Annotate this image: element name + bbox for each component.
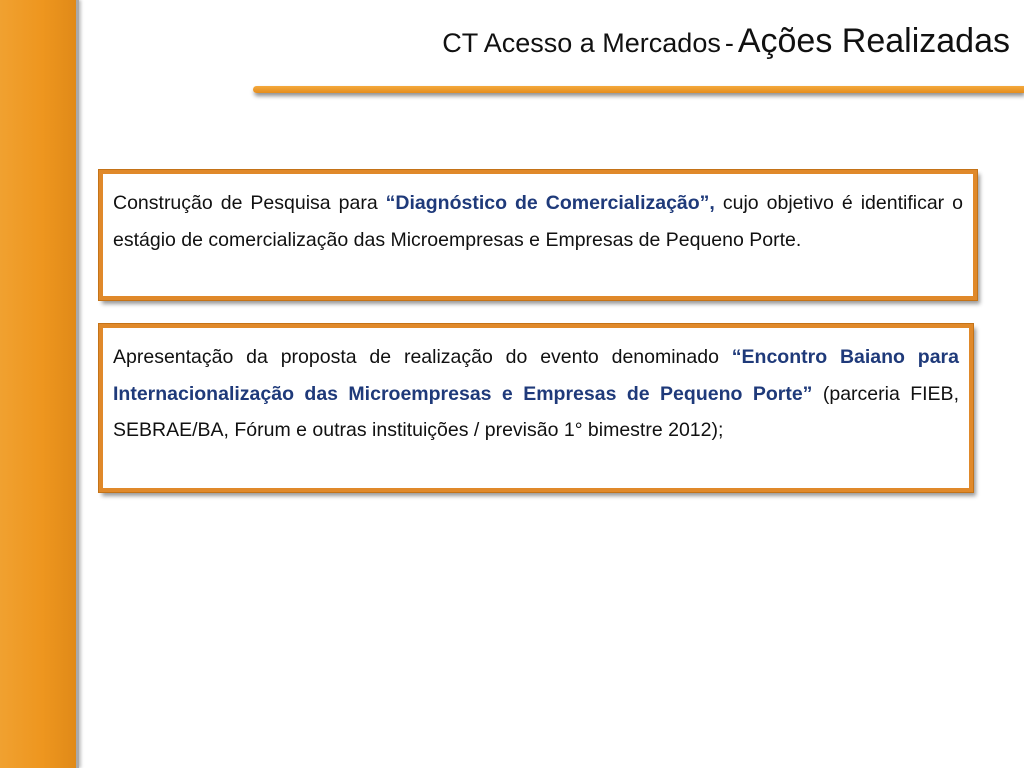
card-text: Construção de Pesquisa para — [113, 192, 386, 214]
card-highlight: “Diagnóstico de Comercialização”, — [385, 192, 715, 214]
card-text: cujo objetivo é identificar o estágio de comercialização das Microempresas e Empresas de Pequeno Porte. — [113, 192, 964, 251]
title-separator: - — [724, 28, 734, 58]
card-text: Apresentação da proposta de realização do evento denominado — [113, 346, 732, 368]
slide-title — [442, 22, 1010, 61]
action-card-1 — [99, 170, 977, 300]
title-underline-rule — [253, 86, 1024, 93]
title-subtitle: Ações Realizadas — [737, 22, 1010, 60]
title-main: CT Acesso a Mercados — [442, 28, 721, 58]
card-text: (parceria FIEB, SEBRAE/BA, Fórum e outras instituições / previsão 1° bimestre 2012); — [113, 382, 959, 441]
action-card-2 — [99, 324, 973, 492]
left-accent-bar — [0, 0, 79, 768]
card-highlight: “Encontro Baiano para Internacionalização das Microempresas e Empresas de Pequeno Porte” — [113, 346, 959, 405]
